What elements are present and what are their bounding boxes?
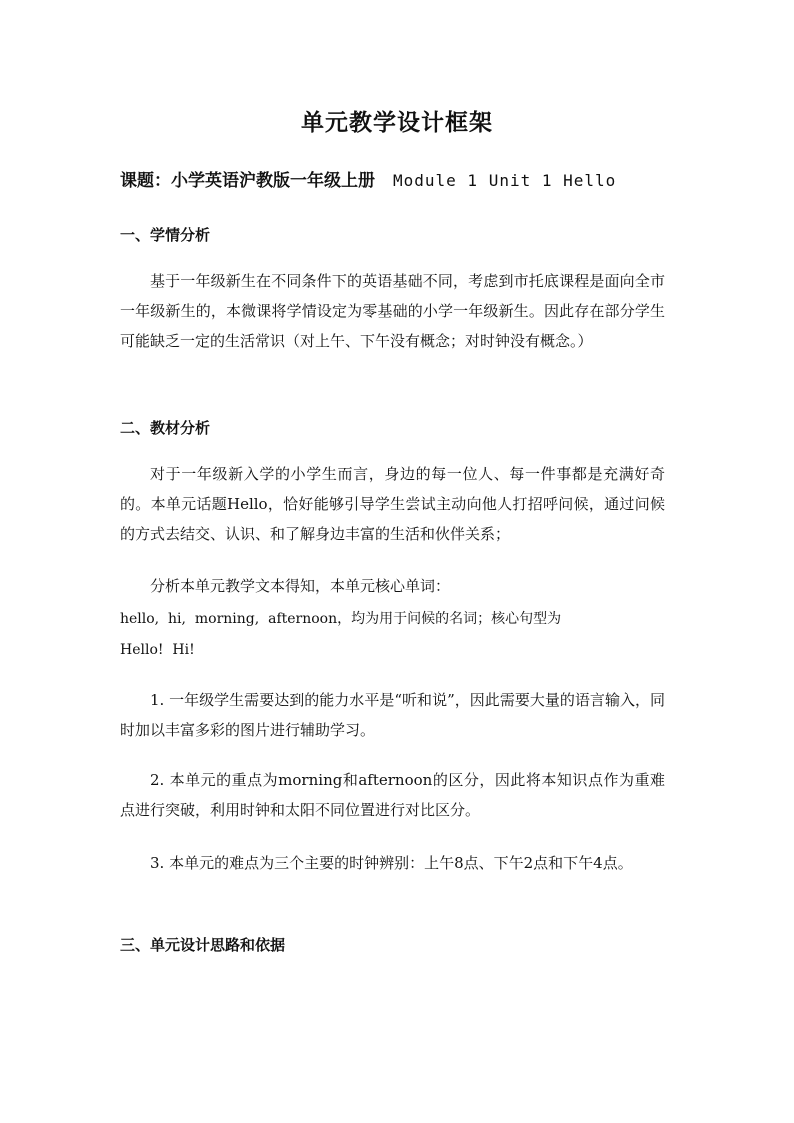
learner-analysis-paragraph: 基于一年级新生在不同条件下的英语基础不同，考虑到市托底课程是面向全市一年级新生的，本微课将学情设定为零基础的小学一年级新生。因此存在部分学生可能缺乏一定的生活常识（对上午、下午没有概念；对时钟没有概念。）	[120, 272, 665, 350]
point-item: 3. 本单元的难点为三个主要的时钟辨别：上午8点、下午2点和下午4点。	[150, 854, 633, 872]
document-title: 单元教学设计框架	[301, 110, 493, 136]
point-item: 1. 一年级学生需要达到的能力水平是“听和说”，因此需要大量的语言输入，同时加以丰富多彩的图片进行辅助学习。	[120, 691, 665, 739]
analysis-intro: 分析本单元教学文本得知，本单元核心单词：	[150, 577, 451, 595]
point-item: 2. 本单元的重点为morning和afternoon的区分，因此将本知识点作为重难点进行突破，利用时钟和太阳不同位置进行对比区分。	[120, 771, 665, 819]
section-heading-material-analysis: 二、教材分析	[120, 419, 211, 437]
section-heading-learner-analysis: 一、学情分析	[120, 226, 211, 244]
material-analysis-paragraph: 对于一年级新入学的小学生而言，身边的每一位人、每一件事都是充满好奇的。本单元话题Hello，恰好能够引导学生尝试主动向他人打招呼问候，通过问候的方式去结交、认识、和了解身边丰富的生活和伙伴关系；	[120, 465, 665, 543]
subject-line	[120, 166, 616, 191]
subject-label: 课题：小学英语沪教版一年级上册	[120, 171, 375, 191]
core-words-line: hello, hi, morning, afternoon，均为用于问候的名词；核心句型为	[120, 611, 562, 627]
core-sentence: Hello! Hi!	[120, 642, 195, 658]
section-heading-design-rationale: 三、单元设计思路和依据	[120, 936, 286, 954]
subject-unit: Module 1 Unit 1 Hello	[393, 171, 617, 190]
